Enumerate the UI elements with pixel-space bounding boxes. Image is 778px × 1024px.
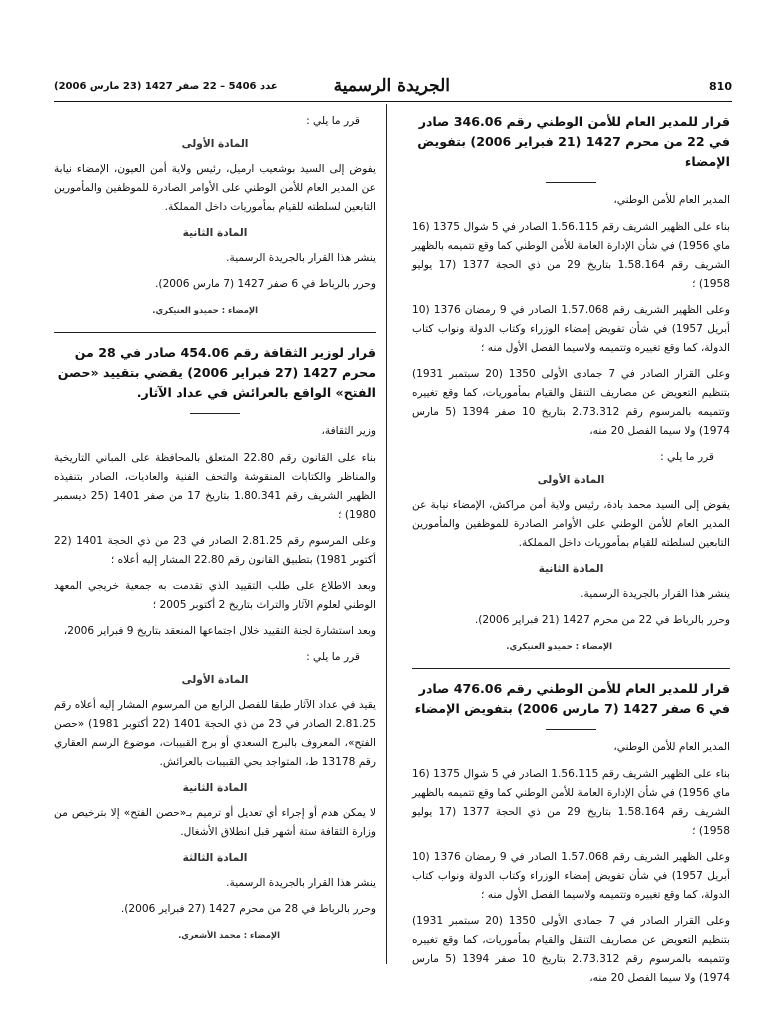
decree-454-06 xyxy=(54,343,376,945)
decides-line: قرر ما يلي : xyxy=(306,115,360,127)
decree-346-06 xyxy=(412,112,730,656)
article-body: ينشر هذا القرار بالجريدة الرسمية. xyxy=(226,252,376,264)
article-body: يقيد في عداد الآثار طبقا للفصل الرابع من المرسوم المشار إليه أعلاه رقم 2.81.25 الصادر في 23 من ذي الحجة 1401 (22 أكتوبر 1981) «حصن الفتح»، المعروف بالبرج السعدي أو برج القبيبات، موضوع الرسم العقاري رقم 13178 ط، المتواجد بحي القبيبات بالعرائش. xyxy=(54,699,376,768)
header-rule xyxy=(54,101,732,102)
decree-opening: وزير الثقافة، xyxy=(321,425,376,437)
article-body: ينشر هذا القرار بالجريدة الرسمية. xyxy=(580,588,730,600)
decree-title: قرار للمدير العام للأمن الوطني رقم 346.06 صادر في 22 من محرم 1427 (21 فبراير 2006) بتفويض الإمضاء xyxy=(417,114,730,169)
decides-line: قرر ما يلي : xyxy=(660,451,714,463)
decree-date: وحرر بالرباط في 22 من محرم 1427 (21 فبراير 2006). xyxy=(474,614,730,626)
article-title: المادة الثانية xyxy=(182,227,248,239)
decree-date: وحرر بالرباط في 6 صفر 1427 (7 مارس 2006). xyxy=(155,278,376,290)
title-rule xyxy=(546,729,596,730)
title-rule xyxy=(190,413,240,414)
article-title: المادة الأولى xyxy=(181,138,249,150)
signature: الإمضاء : حميدو العنيكري. xyxy=(506,641,612,651)
signature: الإمضاء : حميدو العنيكري. xyxy=(152,305,258,315)
article-title: المادة الثانية xyxy=(182,782,248,794)
article-body: يفوض إلى السيد محمد بادة، رئيس ولاية أمن مراكش، الإمضاء نيابة عن المدير العام للأمن الوطني على الأوامر الصادرة للموظفين والمأمورين التابعين لسلطته للقيام بمأموريات داخل المملكة. xyxy=(412,499,730,549)
page-header xyxy=(54,76,732,98)
page-number: 810 xyxy=(709,80,732,93)
title-rule xyxy=(546,182,596,183)
recital: وبعد الاطلاع على طلب التقييد الذي تقدمت به جمعية خريجي المعهد الوطني لعلوم الآثار والتراث بتاريخ 2 أكتوبر 2005 ؛ xyxy=(54,580,376,611)
decree-date: وحرر بالرباط في 28 من محرم 1427 (27 فبراير 2006). xyxy=(120,903,376,915)
section-divider xyxy=(412,668,730,669)
issue-info: عدد 5406 – 22 صفر 1427 (23 مارس 2006) xyxy=(54,81,278,92)
recital: بناء على الظهير الشريف رقم 1.56.115 الصادر في 5 شوال 1375 (16 ماي 1956) في شأن الإدارة العامة للأمن الوطني كما وقع تتميمه بالظهير الشريف رقم 1.58.164 بتاريخ 29 من ذي الحجة 1377 (17 يوليو 1958) ؛ xyxy=(412,221,731,290)
recital: وعلى المرسوم رقم 2.81.25 الصادر في 23 من ذي الحجة 1401 (22 أكتوبر 1981) بتطبيق القانون رقم 22.80 المشار إليه أعلاه ؛ xyxy=(54,535,376,566)
gazette-title: الجريدة الرسمية xyxy=(333,76,450,96)
column-divider xyxy=(386,104,387,964)
article-body: يفوض إلى السيد بوشعيب ارميل، رئيس ولاية أمن العيون، الإمضاء نيابة عن المدير العام للأمن الوطني على الأوامر الصادرة للموظفين والمأمورين التابعين لسلطته للقيام بمأموريات داخل المملكة. xyxy=(54,163,376,213)
article-title: المادة الأولى xyxy=(181,674,249,686)
recital: بناء على الظهير الشريف رقم 1.56.115 الصادر في 5 شوال 1375 (16 ماي 1956) في شأن الإدارة العامة للأمن الوطني كما وقع تتميمه بالظهير الشريف رقم 1.58.164 بتاريخ 29 من ذي الحجة 1377 (17 يوليو 1958) ؛ xyxy=(412,768,731,837)
decides-line: قرر ما يلي : xyxy=(306,651,360,663)
decree-title: قرار للمدير العام للأمن الوطني رقم 476.06 صادر في 6 صفر 1427 (7 مارس 2006) بتفويض الإمضاء xyxy=(414,681,730,716)
decree-opening: المدير العام للأمن الوطني، xyxy=(613,741,730,753)
recital: بناء على القانون رقم 22.80 المتعلق بالمحافظة على المباني التاريخية والمناظر والكتابات المنقوشة والتحف الفنية والعاديات، الصادر بتنفيذه الظهير الشريف رقم 1.80.341 بتاريخ 17 من صفر 1401 (25 ديسمبر 1980) ؛ xyxy=(54,452,377,521)
article-body: ينشر هذا القرار بالجريدة الرسمية. xyxy=(226,877,376,889)
recital: وعلى القرار الصادر في 7 جمادى الأولى 1350 (20 سبتمبر 1931) بتنظيم التعويض عن مصاريف التنقل والقيام بمأموريات، كما وقع تغييره وتتميمه بالمرسوم رقم 2.73.312 بتاريخ 10 صفر 1394 (5 مارس 1974) ولا سيما الفصل 20 منه، xyxy=(412,915,730,984)
decree-476-06-continued xyxy=(54,112,376,320)
right-column xyxy=(412,112,730,995)
recital: وعلى الظهير الشريف رقم 1.57.068 الصادر في 9 رمضان 1376 (10 أبريل 1957) في شأن تفويض إمضاء الوزراء وكتاب الدولة ونواب كتاب الدولة، كما وقع تغييره وتتميمه ولاسيما الفصل الأول منه ؛ xyxy=(412,304,731,354)
decree-opening: المدير العام للأمن الوطني، xyxy=(613,194,730,206)
recital: وعلى الظهير الشريف رقم 1.57.068 الصادر في 9 رمضان 1376 (10 أبريل 1957) في شأن تفويض إمضاء الوزراء وكتاب الدولة ونواب كتاب الدولة، كما وقع تغييره وتتميمه ولاسيما الفصل الأول منه ؛ xyxy=(412,851,731,901)
left-column xyxy=(54,112,376,945)
article-title: المادة الثالثة xyxy=(182,852,248,864)
recital: وبعد استشارة لجنة التقييد خلال اجتماعها المنعقد بتاريخ 9 فبراير 2006، xyxy=(63,625,376,637)
signature: الإمضاء : محمد الأشعري. xyxy=(178,930,280,940)
article-body: لا يمكن هدم أو إجراء أي تعديل أو ترميم بـ«حصن الفتح» إلا بترخيص من وزارة الثقافة ستة أشهر قبل انطلاق الأشغال. xyxy=(54,807,376,838)
decree-title: قرار لوزير الثقافة رقم 454.06 صادر في 28 من محرم 1427 (27 فبراير 2006) يقضي بتقييد «حصن الفتح» الواقع بالعرائش في عداد الآثار. xyxy=(57,345,376,400)
section-divider xyxy=(54,332,376,333)
article-title: المادة الثانية xyxy=(538,563,604,575)
recital: وعلى القرار الصادر في 7 جمادى الأولى 1350 (20 سبتمبر 1931) بتنظيم التعويض عن مصاريف التنقل والقيام بمأموريات، كما وقع تغييره وتتميمه بالمرسوم رقم 2.73.312 بتاريخ 10 صفر 1394 (5 مارس 1974) ولا سيما الفصل 20 منه، xyxy=(412,368,730,437)
article-title: المادة الأولى xyxy=(537,474,605,486)
decree-476-06 xyxy=(412,679,730,988)
